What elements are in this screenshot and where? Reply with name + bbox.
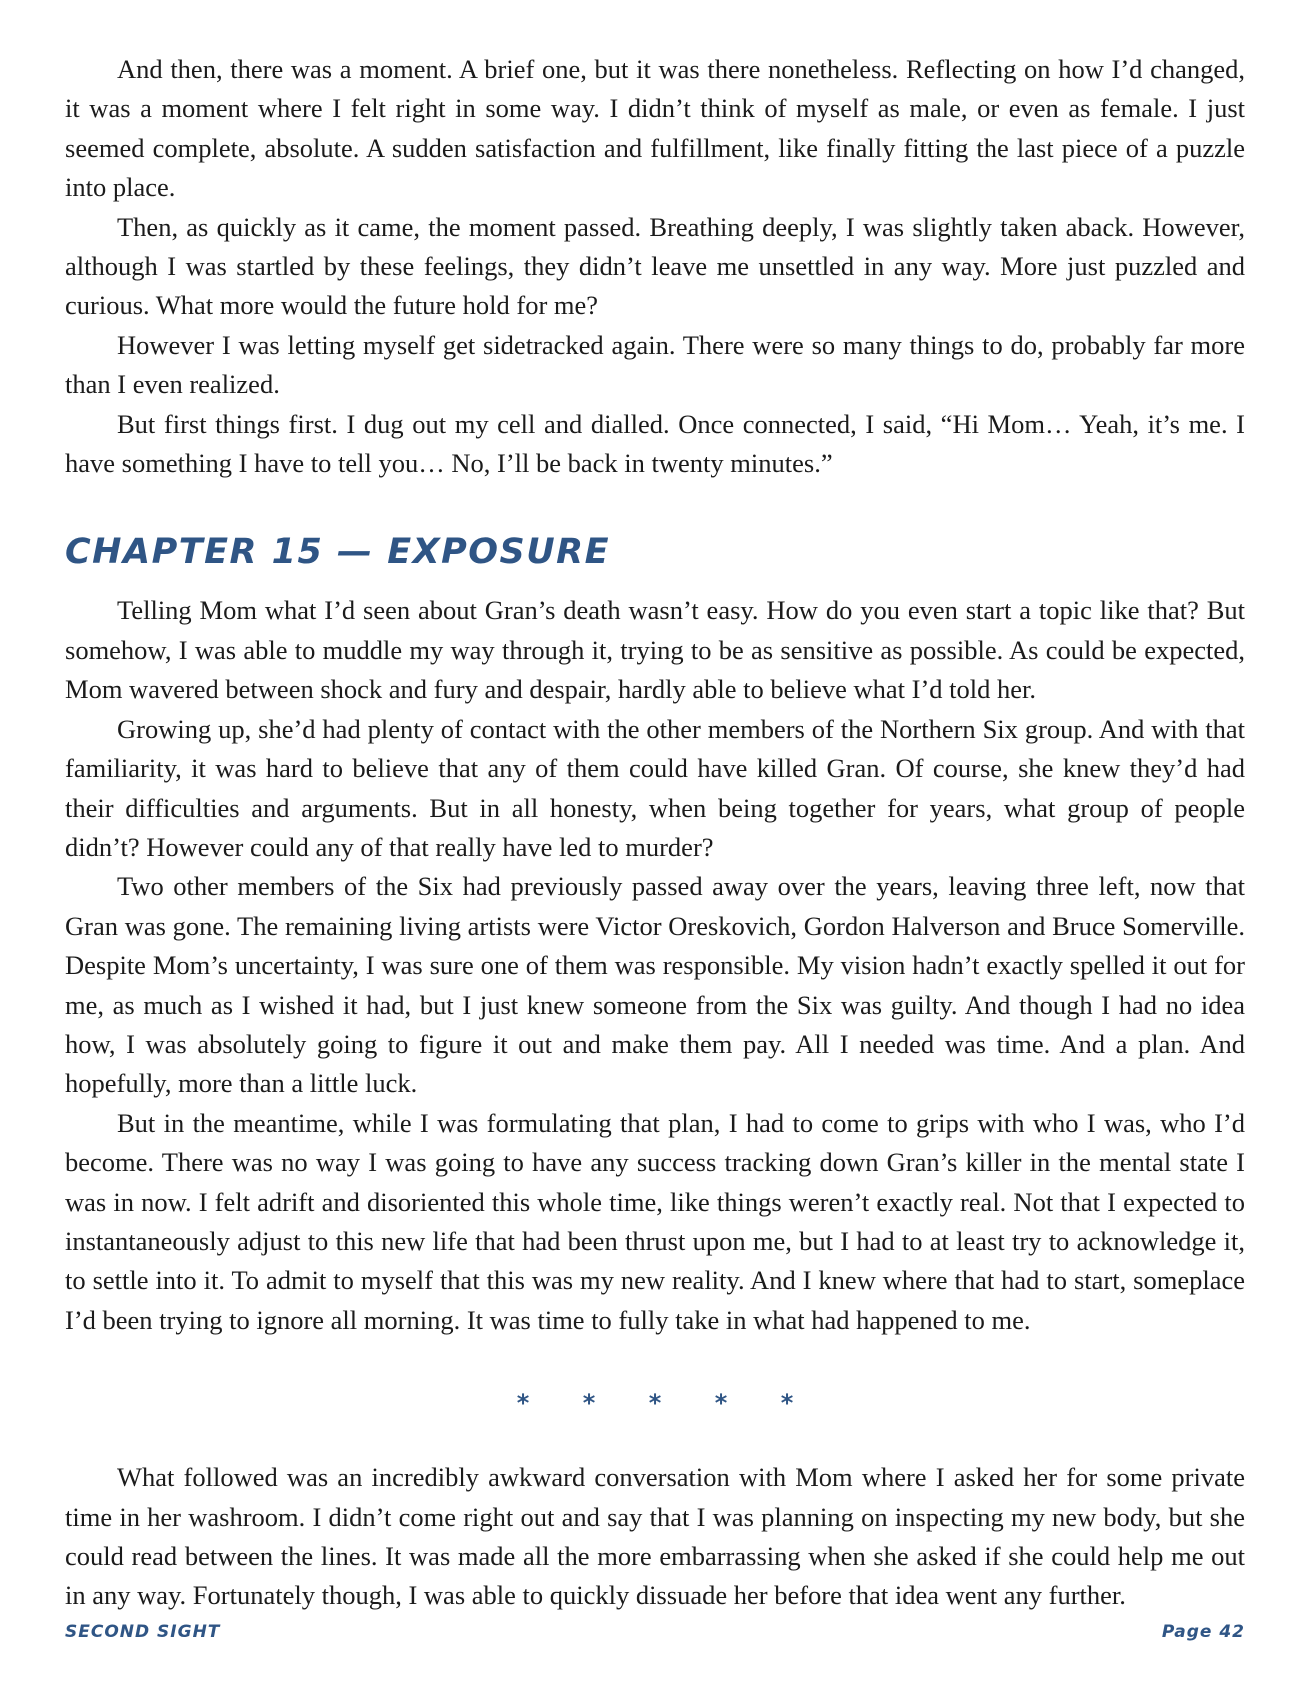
paragraph: Telling Mom what I’d seen about Gran’s death wasn’t easy. How do you even start a topic like that? But somehow, I was able to muddle my way through it, trying to be as sensitive as possible. As could be expected, Mom wavered between shock and fury and despair, hardly able to believe what I’d told her. [65, 595, 1245, 705]
separator-star-icon: * [780, 1389, 794, 1418]
paragraph: However I was letting myself get sidetracked again. There were so many things to do, probably far more than I even realized. [65, 329, 1245, 400]
separator-star-icon: * [648, 1389, 662, 1418]
footer-page-number: Page 42 [1161, 1622, 1245, 1642]
paragraph: But first things first. I dug out my cell and dialled. Once connected, I said, “Hi Mom… Yeah, it’s me. I have something I have to tell you… No, I’ll be back in twenty minutes.” [65, 408, 1245, 479]
paragraph: Growing up, she’d had plenty of contact with the other members of the Northern Six group. And with that familiarity, it was hard to believe that any of them could have killed Gran. Of course, she knew they’d had their difficulties and arguments. But in all honesty, when being together for years, what group of people didn’t? However could any of that really have led to murder? [65, 713, 1245, 862]
paragraph: Then, as quickly as it came, the moment passed. Breathing deeply, I was slightly taken aback. However, although I was startled by these feelings, they didn’t leave me unsettled in any way. More just puzzled and curious. What more would the future hold for me? [65, 211, 1245, 321]
footer-book-title: SECOND SIGHT [65, 1622, 221, 1642]
page-body [65, 50, 1245, 1616]
paragraph: What followed was an incredibly awkward conversation with Mom where I asked her for some private time in her washroom. I didn’t come right out and say that I was planning on inspecting my new body, but she could read between the lines. It was made all the more embarrassing when she asked if she could help me out in any way. Fortunately though, I was able to quickly dissuade her before that idea went any further. [65, 1462, 1245, 1611]
paragraph: But in the meantime, while I was formulating that plan, I had to come to grips with who I was, who I’d become. There was no way I was going to have any success tracking down Gran’s killer in the mental state I was in now. I felt adrift and disoriented this whole time, like things weren’t exactly real. Not that I expected to instantaneously adjust to this new life that had been thrust upon me, but I had to at least try to acknowledge it, to settle into it. To admit to myself that this was my new reality. And I knew where that had to start, someplace I’d been trying to ignore all morning. It was time to fully take in what had happened to me. [65, 1107, 1245, 1335]
section-separator [65, 1388, 1245, 1418]
paragraph: And then, there was a moment. A brief one, but it was there nonetheless. Reflecting on how I’d changed, it was a moment where I felt right in some way. I didn’t think of myself as male, or even as female. I just seemed complete, absolute. A sudden satisfaction and fulfillment, like finally fitting the last piece of a puzzle into place. [65, 54, 1245, 203]
separator-star-icon: * [714, 1389, 728, 1418]
page-footer [65, 1622, 1245, 1642]
chapter-title: CHAPTER 15 — EXPOSURE [65, 532, 610, 573]
separator-star-icon: * [516, 1389, 530, 1418]
paragraph: Two other members of the Six had previously passed away over the years, leaving three left, now that Gran was gone. The remaining living artists were Victor Oreskovich, Gordon Halverson and Bruce Somerville. Despite Mom’s uncertainty, I was sure one of them was responsible. My vision hadn’t exactly spelled it out for me, as much as I wished it had, but I just knew someone from the Six was guilty. And though I had no idea how, I was absolutely going to figure it out and make them pay. All I needed was time. And a plan. And hopefully, more than a little luck. [65, 871, 1245, 1099]
separator-star-icon: * [582, 1389, 596, 1418]
